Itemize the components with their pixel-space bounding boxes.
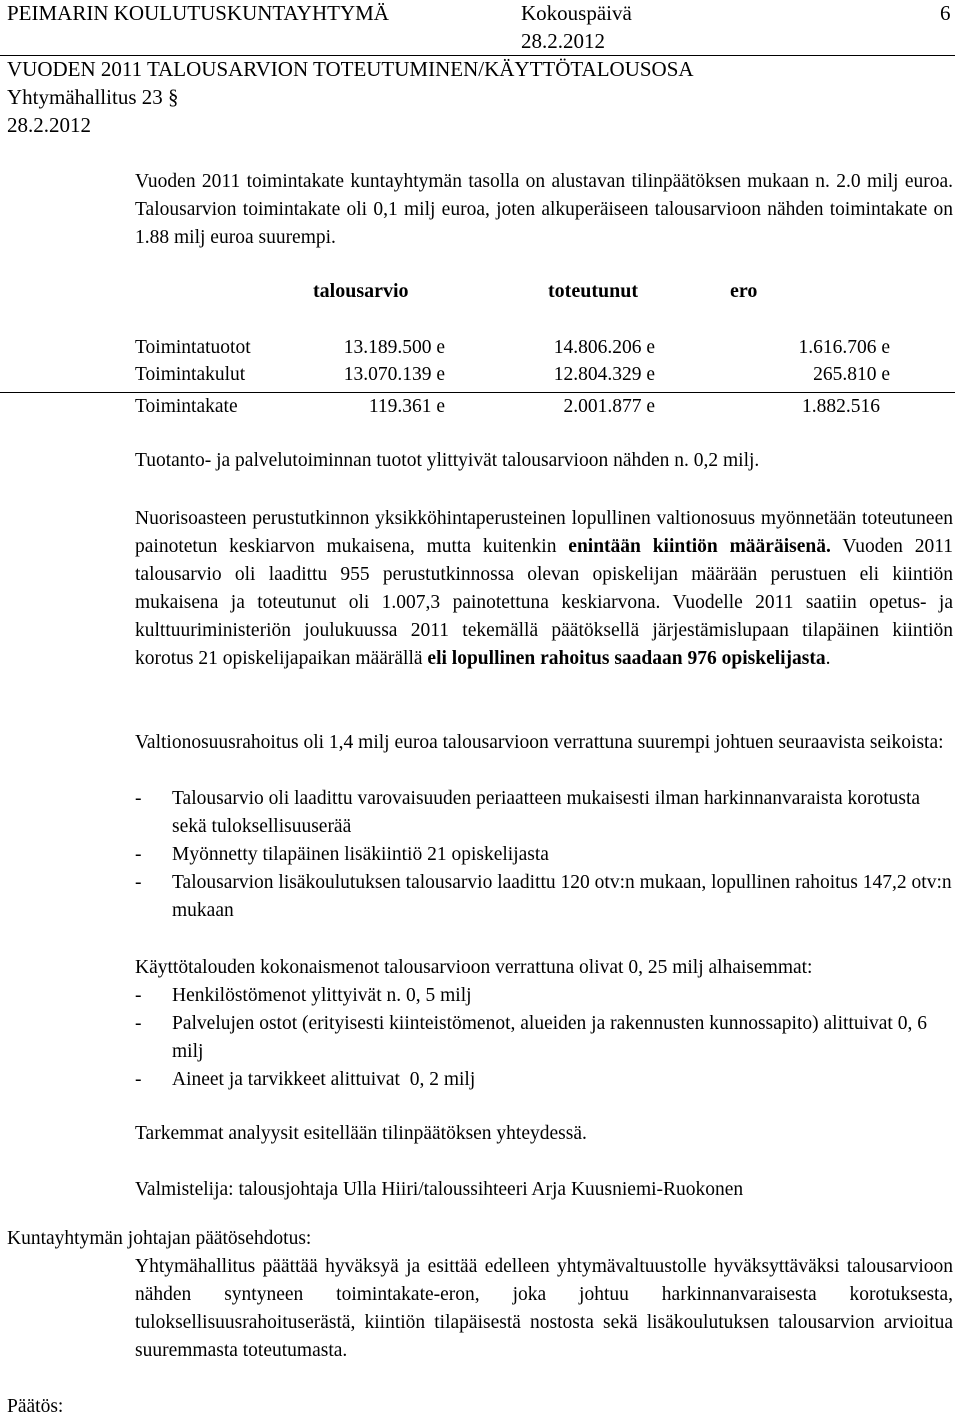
list-item-text: Henkilöstömenot ylittyivät n. 0, 5 milj: [172, 985, 472, 1006]
table-total-rule: [0, 392, 955, 393]
section-reference: Yhtymähallitus 23 §: [7, 85, 179, 109]
funding-text-part: .: [825, 648, 831, 669]
intro-paragraph: [135, 168, 953, 252]
funding-text-bold: enintään kiintiön määräisenä.: [568, 536, 831, 557]
income-note-text: Tuotanto- ja palvelutoiminnan tuotot ylittyivät talousarvioon nähden n. 0,2 milj.: [135, 450, 760, 471]
row-label: Toimintakulut: [135, 364, 246, 385]
org-name: PEIMARIN KOULUTUSKUNTAYHTYMÄ: [7, 1, 389, 25]
cell-difference: 265.810 e: [813, 364, 890, 385]
list-item: - Henkilöstömenot ylittyivät n. 0, 5 milj: [135, 982, 953, 1010]
section-date: 28.2.2012: [7, 113, 91, 137]
document-header: [0, 0, 960, 137]
income-note: [135, 447, 953, 475]
funding-text-part: Nuorisoasteen perustutkinnon yksikköhintaperusteinen lopullinen valtionosuus myönnetään toteutuneen painotetun keskiarvon mukaisena, mutta kuitenkin: [135, 508, 953, 557]
column-header-actual: toteutunut: [548, 280, 639, 302]
intro-text: Vuoden 2011 toimintakate kuntayhtymän tasolla on alustavan tilinpäätöksen mukaan n. 2.0 milj euroa. Talousarvion toimintakate oli 0,1 milj euroa, joten alkuperäiseen talousarvioon nähden toimintakate on 1.88 milj euroa suurempi.: [135, 171, 953, 248]
funding-text: [135, 505, 953, 673]
cell-difference: 1.882.516: [802, 396, 880, 417]
list-item-text: Aineet ja tarvikkeet alittuivat 0, 2 milj: [172, 1069, 476, 1090]
funding-paragraph: [135, 505, 953, 673]
state-funding-intro: [135, 729, 953, 757]
list-item: - Myönnetty tilapäinen lisäkiintiö 21 opiskelijasta: [135, 841, 953, 869]
funding-text-part: Vuoden 2011 talousarvio oli laadittu 955 perustutkinnossa olevan opiskelijan määrään perustuen eli kiintiön mukaisena ja toteutunut oli 1.007,3 painotettuna keskiarvona. Vuodelle 2011 saatiin opetus- ja kulttuuriministeriön joulukuussa 2011 tekemällä päätöksellä järjestämislupaan tilapäinen kiintiön korotus 21 opiskelijapaikan määrällä: [135, 536, 953, 669]
state-funding-intro-text: Valtionosuusrahoitus oli 1,4 milj euroa talousarvioon verrattuna suurempi johtuen seuraavista seikoista:: [135, 732, 944, 753]
list-item: - Aineet ja tarvikkeet alittuivat 0, 2 milj: [135, 1066, 953, 1094]
list-item: - Talousarvio oli laadittu varovaisuuden periaatteen mukaisesti ilman harkinnanvaraista korotusta sekä tuloksellisuuserää: [135, 785, 953, 841]
meeting-label: Kokouspäivä: [521, 1, 632, 25]
page-number: 6: [940, 1, 951, 25]
cell-budget: 13.070.139 e: [343, 364, 445, 385]
table-row: [0, 337, 960, 365]
table-row: [0, 396, 960, 424]
list-item-text: Myönnetty tilapäinen lisäkiintiö 21 opiskelijasta: [172, 844, 549, 865]
cell-actual: 14.806.206 e: [553, 337, 655, 358]
proposal-paragraph: [135, 1253, 953, 1365]
cell-actual: 2.001.877 e: [563, 396, 655, 417]
column-header-difference: ero: [730, 280, 758, 302]
column-header-budget: talousarvio: [313, 280, 409, 302]
preparer-text: Valmistelija: talousjohtaja Ulla Hiiri/taloussihteeri Arja Kuusniemi-Ruokonen: [135, 1179, 744, 1200]
cell-budget: 13.189.500 e: [343, 337, 445, 358]
decision-label: Päätös:: [7, 1396, 64, 1417]
analysis-note: [135, 1120, 953, 1148]
cell-difference: 1.616.706 e: [798, 337, 890, 358]
row-label: Toimintatuotot: [135, 337, 251, 358]
list-item: - Talousarvion lisäkoulutuksen talousarvio laadittu 120 otv:n mukaan, lopullinen rahoitus 147,2 otv:n mukaan: [135, 869, 953, 925]
row-label: Toimintakate: [135, 396, 238, 417]
list-item-text: Talousarvio oli laadittu varovaisuuden periaatteen mukaisesti ilman harkinnanvaraista korotusta sekä tuloksellisuuserää: [172, 788, 921, 837]
expenses-intro-text: Käyttötalouden kokonaismenot talousarvioon verrattuna olivat 0, 25 milj alhaisemmat:: [135, 957, 813, 978]
expenses-intro: [135, 954, 953, 982]
document-topic: VUODEN 2011 TALOUSARVION TOTEUTUMINEN/KÄYTTÖTALOUSOSA: [7, 57, 694, 81]
header-rule: [0, 55, 955, 56]
list-item: - Palvelujen ostot (erityisesti kiinteistömenot, alueiden ja rakennusten kunnossapito) alittuivat 0, 6 milj: [135, 1010, 953, 1066]
list-item-text: Palvelujen ostot (erityisesti kiinteistömenot, alueiden ja rakennusten kunnossapito) alittuivat 0, 6 milj: [172, 1013, 927, 1062]
table-row: [0, 364, 960, 392]
cell-actual: 12.804.329 e: [553, 364, 655, 385]
analysis-text: Tarkemmat analyysit esitellään tilinpäätöksen yhteydessä.: [135, 1123, 587, 1144]
funding-text-bold: eli lopullinen rahoitus saadaan 976 opiskelijasta: [427, 648, 826, 669]
list-item-text: Talousarvion lisäkoulutuksen talousarvio laadittu 120 otv:n mukaan, lopullinen rahoitus 147,2 otv:n mukaan: [172, 872, 952, 921]
preparer-line: [135, 1176, 953, 1204]
table-header-row: [0, 280, 960, 308]
proposal-text: Yhtymähallitus päättää hyväksyä ja esittää edelleen yhtymävaltuustolle hyväksyttäväksi talousarvioon nähden syntyneen toimintakate-eron, joka johtuu harkinnanvaraisesta korotuksesta, tuloksellisuusrahoituserästä, kiintiön tilapäisestä nostosta sekä lisäkoulutuksen talousarvion arvioitua suuremmasta toteutumasta.: [135, 1256, 953, 1361]
proposal-heading: Kuntayhtymän johtajan päätösehdotus:: [7, 1228, 312, 1249]
cell-budget: 119.361 e: [368, 396, 445, 417]
meeting-date: 28.2.2012: [521, 29, 605, 53]
